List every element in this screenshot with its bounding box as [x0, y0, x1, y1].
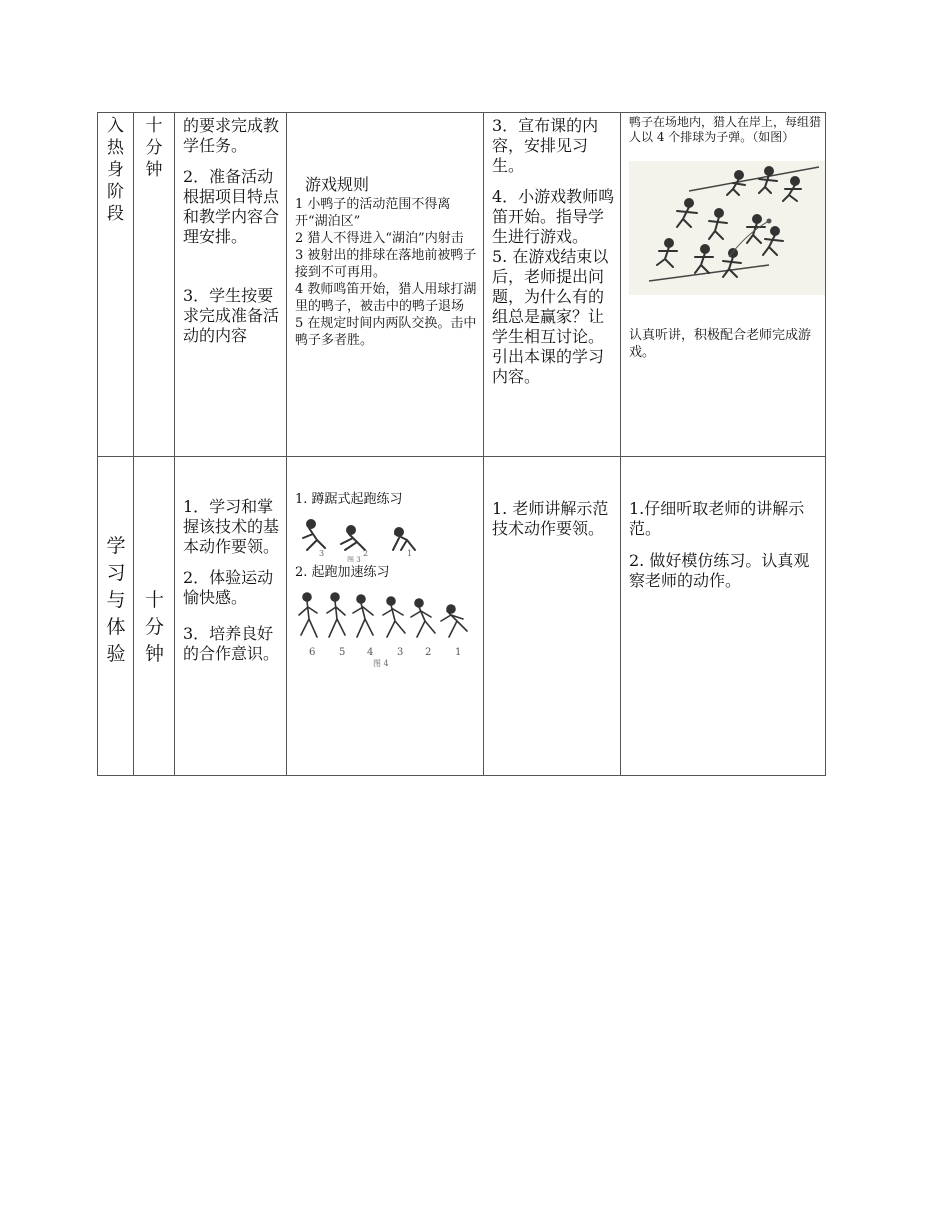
student-item: 2. 做好模仿练习。认真观察老师的动作。 — [629, 551, 810, 590]
student-item: 1.仔细听取老师的讲解示范。 — [629, 499, 805, 538]
fig3-num: 1 — [407, 549, 413, 558]
rule-item: 1 小鸭子的活动范围不得离开“湖泊区” — [295, 197, 451, 229]
start-acceleration-figure — [295, 589, 475, 667]
fig3-num: 2 — [363, 549, 369, 558]
rule-item: 3 被射出的排球在落地前被鸭子接到不可再用。 — [295, 248, 477, 280]
table-row — [98, 457, 826, 776]
exercise-2-title: 2. 起跑加速练习 — [295, 565, 390, 580]
exercise-1-title: 1. 蹲踞式起跑练习 — [295, 492, 403, 507]
goal-item: 3．学生按要求完成准备活动的内容 — [183, 286, 280, 345]
fig4-num: 5 — [339, 647, 346, 658]
crouch-start-figure — [295, 516, 435, 562]
lesson-plan-table — [97, 112, 826, 776]
teacher-item: 3．宣布课的内容，安排见习生。 — [492, 116, 599, 175]
time-label: 十分钟 — [145, 116, 163, 180]
rules-title: 游戏规则 — [305, 175, 370, 194]
fig4-num: 3 — [397, 647, 404, 658]
rule-item: 4 教师鸣笛开始，猎人用球打湖里的鸭子，被击中的鸭子退场 — [295, 282, 477, 314]
teacher-item: 1. 老师讲解示范技术动作要领。 — [492, 499, 609, 538]
duck-hunter-figure — [629, 161, 825, 295]
goal-item: 1．学习和掌握该技术的基本动作要领。 — [183, 497, 280, 556]
fig3-label: 图 3 — [347, 556, 361, 562]
stage-label: 入热身阶段 — [107, 116, 124, 224]
table-row — [98, 113, 826, 457]
time-cell — [134, 457, 175, 776]
time-cell — [134, 113, 175, 457]
stage-cell — [98, 113, 134, 457]
content-cell — [287, 457, 484, 776]
rule-item: 2 猎人不得进入“湖泊”内射击 — [295, 231, 464, 246]
stage-cell — [98, 457, 134, 776]
rule-item: 5 在规定时间内两队交换。击中鸭子多者胜。 — [295, 316, 477, 348]
fig4-label: 图 4 — [373, 659, 389, 667]
student-note: 鸭子在场地内，猎人在岸上，每组猎人以 4 个排球为子弹。（如图） — [629, 115, 822, 144]
fig4-num: 1 — [455, 647, 462, 658]
teacher-cell — [484, 457, 621, 776]
teacher-cell — [484, 113, 621, 457]
fig3-num: 3 — [319, 549, 325, 558]
goals-cell — [175, 457, 287, 776]
fig4-num: 2 — [425, 647, 432, 658]
teacher-item: 5. 在游戏结束以后，老师提出问题，为什么有的组总是赢家？让学生相互讨论。引出本课的学习内容。 — [492, 247, 609, 386]
goals-cell — [175, 113, 287, 457]
student-text: 认真听讲，积极配合老师完成游戏。 — [629, 328, 812, 360]
goal-item: 的要求完成教学任务。 — [183, 116, 280, 155]
time-label: 十分钟 — [145, 589, 165, 665]
content-cell — [287, 113, 484, 457]
fig4-num: 4 — [367, 647, 374, 658]
student-cell — [621, 113, 826, 457]
goal-item: 3．培养良好的合作意识。 — [183, 624, 280, 663]
teacher-item: 4．小游戏教师鸣笛开始。指导学生进行游戏。 — [492, 187, 615, 246]
fig4-num: 6 — [309, 647, 316, 658]
goal-item: 2．体验运动愉快感。 — [183, 568, 274, 607]
stage-label: 学习与体验 — [106, 535, 126, 665]
student-cell — [621, 457, 826, 776]
goal-item: 2．准备活动根据项目特点和教学内容合理安排。 — [183, 167, 280, 246]
